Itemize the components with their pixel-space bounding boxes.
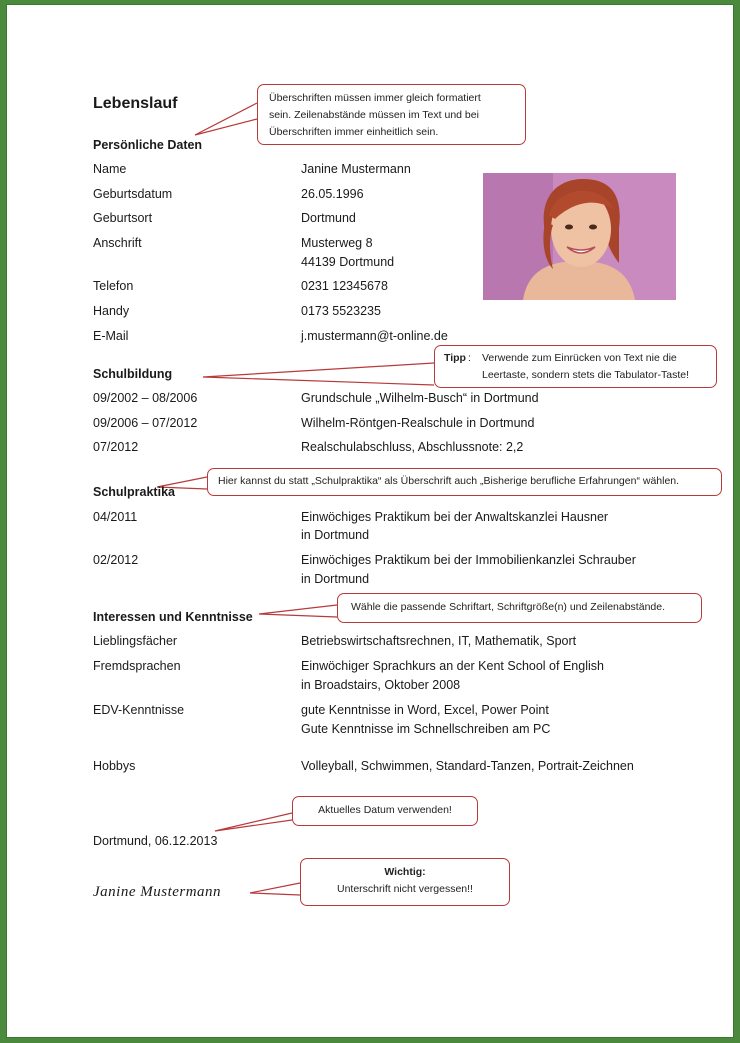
profile-photo <box>483 173 676 300</box>
cv-title: Lebenslauf <box>93 95 178 112</box>
label-address: Anschrift <box>93 236 142 250</box>
internship-line2: in Dortmund <box>301 572 370 586</box>
school-date: 09/2006 – 07/2012 <box>93 416 198 430</box>
heading-personal: Persönliche Daten <box>93 138 203 152</box>
school-entry: Grundschule „Wilhelm-Busch“ in Dortmund <box>301 391 539 405</box>
heading-internships: Schulpraktika <box>93 485 175 499</box>
value-mobile: 0173 5523235 <box>301 304 381 318</box>
label-name: Name <box>93 162 127 176</box>
value-address-line1: Musterweg 8 <box>301 236 373 250</box>
internship-date: 04/2011 <box>93 510 138 524</box>
label-birthdate: Geburtsdatum <box>93 187 173 201</box>
label-phone: Telefon <box>93 279 134 293</box>
callout-tip-line: Verwende zum Einrücken von Text nie die <box>482 352 677 364</box>
place-date: Dortmund, 06.12.2013 <box>93 834 218 848</box>
callout-date <box>292 796 478 826</box>
value-name: Janine Mustermann <box>301 162 411 176</box>
value-it-line2: Gute Kenntnisse im Schnellschreiben am PC <box>301 722 551 736</box>
value-favorites: Betriebswirtschaftsrechnen, IT, Mathematik, Sport <box>301 634 577 648</box>
callout-internship-text: Hier kannst du statt „Schulpraktika“ als Überschrift auch „Bisherige berufliche Erfahrungen“ wählen. <box>218 475 680 487</box>
callout-tip-row: Tipp : Verwende zum Einrücken von Text nie die <box>444 350 716 367</box>
school-date: 07/2012 <box>93 440 139 454</box>
internship-line1: Einwöchiges Praktikum bei der Immobilienkanzlei Schrauber <box>301 553 636 567</box>
value-hobbies: Volleyball, Schwimmen, Standard-Tanzen, Portrait-Zeichnen <box>301 759 634 773</box>
connector-date <box>215 813 292 831</box>
internship-line2: in Dortmund <box>301 528 370 542</box>
label-birthplace: Geburtsort <box>93 211 153 225</box>
connector-signature <box>250 883 300 895</box>
callout-headings <box>257 84 526 145</box>
callout-internship <box>207 468 722 496</box>
connector-font <box>259 605 337 617</box>
callout-headings-line: Überschriften müssen immer gleich formatiert <box>269 92 481 104</box>
callout-signature <box>300 858 510 906</box>
internship-date: 02/2012 <box>93 553 139 567</box>
connector-tip <box>203 363 434 385</box>
callout-headings-line: sein. Zeilenabstände müssen im Text und bei <box>269 109 479 121</box>
value-it-line1: gute Kenntnisse in Word, Excel, Power Point <box>301 703 549 717</box>
label-hobbies: Hobbys <box>93 759 136 773</box>
callout-font <box>337 593 702 623</box>
school-date: 09/2002 – 08/2006 <box>93 391 198 405</box>
value-address-line2: 44139 Dortmund <box>301 255 395 269</box>
value-birthdate: 26.05.1996 <box>301 187 364 201</box>
school-entry: Wilhelm-Röntgen-Realschule in Dortmund <box>301 416 535 430</box>
callout-headings-line: Überschriften immer einheitlich sein. <box>269 126 439 138</box>
callout-tip-label: Tipp <box>444 352 466 364</box>
value-languages-line1: Einwöchiger Sprachkurs an der Kent School of English <box>301 659 604 673</box>
callout-signature-text: Unterschrift nicht vergessen!! <box>337 883 473 895</box>
callout-tip <box>434 345 717 388</box>
value-languages-line2: in Broadstairs, Oktober 2008 <box>301 678 461 692</box>
callout-date-text: Aktuelles Datum verwenden! <box>318 804 452 816</box>
value-email: j.mustermann@t-online.de <box>301 329 448 343</box>
callout-important-label: Wichtig: <box>384 866 426 878</box>
cv-page <box>6 4 734 1038</box>
label-email: E-Mail <box>93 329 129 343</box>
label-languages: Fremdsprachen <box>93 659 181 673</box>
label-mobile: Handy <box>93 304 130 318</box>
value-birthplace: Dortmund <box>301 211 356 225</box>
connector-headings <box>195 103 257 135</box>
callout-tip-line: Leertaste, sondern stets die Tabulator-Taste! <box>482 369 690 381</box>
callout-font-text: Wähle die passende Schriftart, Schriftgröße(n) und Zeilenabstände. <box>351 601 666 613</box>
label-favorites: Lieblingsfächer <box>93 634 178 648</box>
heading-school: Schulbildung <box>93 367 173 381</box>
heading-interests: Interessen und Kenntnisse <box>93 610 253 624</box>
signature: Janine Mustermann <box>93 884 222 900</box>
label-it-skills: EDV-Kenntnisse <box>93 703 185 717</box>
internship-line1: Einwöchiges Praktikum bei der Anwaltskanzlei Hausner <box>301 510 609 524</box>
portrait-illustration <box>483 173 676 300</box>
value-phone: 0231 12345678 <box>301 279 388 293</box>
school-entry: Realschulabschluss, Abschlussnote: 2,2 <box>301 440 524 454</box>
